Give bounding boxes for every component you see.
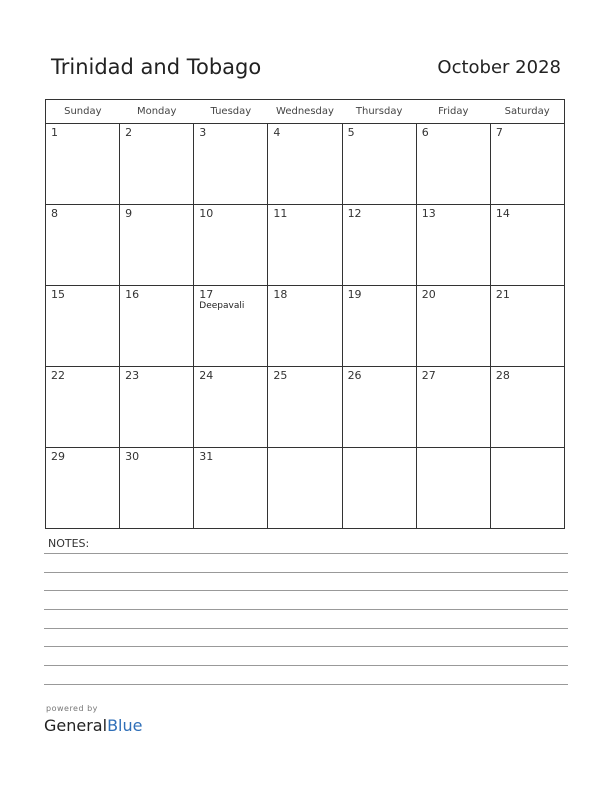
- day-cell: [342, 124, 416, 205]
- country-title: Trinidad and Tobago: [51, 55, 262, 79]
- day-number: 26: [347, 369, 362, 382]
- day-cell: [120, 124, 194, 205]
- day-cell: [416, 286, 490, 367]
- day-number: 25: [273, 369, 288, 382]
- day-number: 30: [125, 450, 140, 463]
- holiday-label: Deepavali: [199, 301, 245, 311]
- day-cell: [416, 124, 490, 205]
- weekday-header: Monday: [120, 100, 194, 124]
- day-cell: [490, 367, 564, 448]
- day-number: 11: [273, 207, 288, 220]
- day-cell: [194, 205, 268, 286]
- day-cell: [268, 367, 342, 448]
- day-cell: [342, 448, 416, 529]
- week-row: [46, 448, 565, 529]
- day-cell: [120, 448, 194, 529]
- weekday-header: Sunday: [46, 100, 120, 124]
- day-number: 7: [495, 126, 503, 139]
- day-number: 24: [199, 369, 214, 382]
- day-cell: [416, 205, 490, 286]
- week-row: [46, 286, 565, 367]
- day-number: 22: [51, 369, 65, 382]
- day-cell: [46, 205, 120, 286]
- day-cell: [490, 286, 564, 367]
- day-number: 14: [495, 207, 510, 220]
- day-number: 16: [125, 288, 140, 301]
- day-cell: [194, 448, 268, 529]
- day-cell: [120, 367, 194, 448]
- day-cell: [194, 124, 268, 205]
- day-cell: [194, 286, 268, 367]
- weekday-header: Wednesday: [268, 100, 342, 124]
- day-cell: [490, 124, 564, 205]
- day-number: 20: [421, 288, 436, 301]
- notes-label: NOTES:: [48, 537, 90, 550]
- brand-logo: [44, 716, 142, 735]
- note-line: [44, 628, 568, 629]
- day-number: 6: [421, 126, 429, 139]
- day-number: 13: [421, 207, 436, 220]
- day-number: 29: [51, 450, 65, 463]
- day-cell: [268, 124, 342, 205]
- day-cell: [46, 124, 120, 205]
- day-number: 10: [199, 207, 214, 220]
- note-line: [44, 665, 568, 666]
- day-number: 1: [51, 126, 58, 139]
- day-number: 12: [347, 207, 362, 220]
- weekday-header: Friday: [416, 100, 490, 124]
- calendar-grid: [45, 99, 565, 529]
- day-cell: [268, 448, 342, 529]
- brand-general-text: General: [44, 716, 108, 735]
- day-cell: [416, 448, 490, 529]
- week-row: [46, 205, 565, 286]
- weekday-header: Tuesday: [194, 100, 268, 124]
- note-line: [44, 609, 568, 610]
- day-number: 9: [125, 207, 133, 220]
- day-cell: [268, 286, 342, 367]
- day-number: 21: [495, 288, 510, 301]
- day-number: 27: [421, 369, 436, 382]
- day-cell: [342, 205, 416, 286]
- day-cell: [490, 448, 564, 529]
- note-line: [44, 646, 568, 647]
- week-row: [46, 367, 565, 448]
- day-cell: [416, 367, 490, 448]
- day-cell: [268, 205, 342, 286]
- brand-blue-text: Blue: [107, 716, 143, 735]
- weekday-header-row: [46, 100, 565, 124]
- week-row: [46, 124, 565, 205]
- note-line: [44, 684, 568, 685]
- day-number: 3: [199, 126, 207, 139]
- day-number: 4: [273, 126, 281, 139]
- powered-by-text: powered by: [46, 704, 98, 713]
- note-line: [44, 572, 568, 573]
- day-number: 2: [125, 126, 133, 139]
- weekday-header: Thursday: [342, 100, 416, 124]
- day-number: 15: [51, 288, 65, 301]
- day-number: 17: [199, 288, 214, 301]
- day-cell: [194, 367, 268, 448]
- month-year-title: October 2028: [437, 57, 561, 78]
- day-cell: [490, 205, 564, 286]
- day-number: 18: [273, 288, 288, 301]
- day-number: 23: [125, 369, 140, 382]
- day-cell: [46, 286, 120, 367]
- day-cell: [120, 205, 194, 286]
- day-cell: [120, 286, 194, 367]
- note-line: [44, 590, 568, 591]
- day-cell: [342, 367, 416, 448]
- day-cell: [46, 367, 120, 448]
- day-number: 28: [495, 369, 510, 382]
- day-cell: [342, 286, 416, 367]
- day-cell: [46, 448, 120, 529]
- day-number: 8: [51, 207, 58, 220]
- note-line: [44, 553, 568, 554]
- day-number: 31: [199, 450, 214, 463]
- day-number: 19: [347, 288, 362, 301]
- weekday-header: Saturday: [490, 100, 564, 124]
- day-number: 5: [347, 126, 355, 139]
